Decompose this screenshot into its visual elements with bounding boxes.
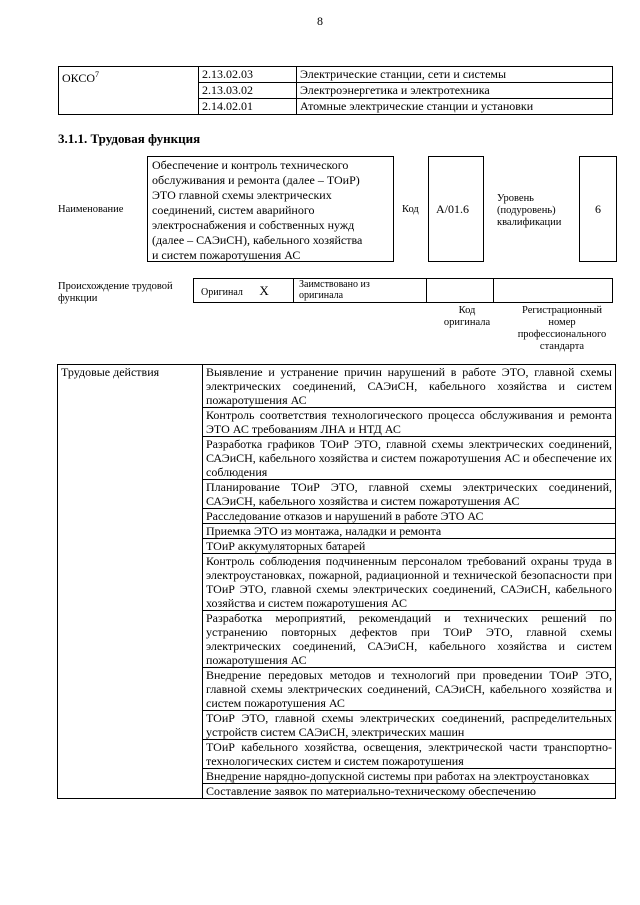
labor-actions-label: Трудовые действия (58, 365, 203, 799)
labor-action-item: Контроль соответствия технологического процесса обслуживания и ремонта ЭТО АС требованиям ЛНА и НТД АС (203, 408, 616, 437)
okso-label: ОКСО (62, 71, 96, 85)
table-row (194, 279, 613, 303)
labor-action-item: Выявление и устранение причин нарушений в работе ЭТО, главной схемы электрических соединений, САЭиСН, кабельного хозяйства и систем пожаротушения АС (203, 365, 616, 408)
borrowed-label-line: Заимствовано из (299, 279, 370, 290)
table-row (59, 67, 613, 83)
okso-title: Атомные электрические станции и установки (297, 99, 613, 115)
table-row (58, 365, 616, 408)
level-label-line: Уровень (497, 193, 534, 204)
labor-action-item: Разработка графиков ТОиР ЭТО, главной схемы электрических соединений, САЭиСН, кабельного хозяйства и систем пожаротушения АС и обеспечение их соблюдения (203, 437, 616, 480)
function-name-box (147, 156, 394, 262)
borrowed-label-line: оригинала (299, 290, 344, 301)
labor-actions-table (57, 364, 616, 799)
labor-action-item: Планирование ТОиР ЭТО, главной схемы электрических соединений, САЭиСН, кабельного хозяйства и систем пожаротушения АС (203, 480, 616, 509)
function-name-line: Обеспечение и контроль технического (152, 158, 349, 172)
reg-caption-line: профессионального (517, 329, 607, 340)
origin-table (193, 278, 613, 303)
reg-caption-line: Регистрационный (522, 305, 602, 316)
okso-footnote: 7 (95, 70, 100, 79)
original-mark: X (259, 282, 269, 298)
level-label (497, 193, 561, 229)
borrowed-cell (294, 279, 427, 303)
level-label-line: квалификации (497, 217, 562, 228)
origin-label-line: Происхождение трудовой (58, 281, 173, 292)
okso-table (58, 66, 613, 115)
okso-title: Электрические станции, сети и системы (297, 67, 613, 83)
labor-action-item: ТОиР аккумуляторных батарей (203, 539, 616, 554)
okso-code: 2.14.02.01 (199, 99, 297, 115)
labor-action-item: Разработка мероприятий, рекомендаций и технических решений по устранению повторных дефектов при ТОиР ЭТО, главной схемы электрических соединений, САЭиСН, кабельного хозяйства и систем пожаротушения АС (203, 611, 616, 668)
labor-action-item: Контроль соблюдения подчиненным персоналом требований охраны труда в электроустановках, пожарной, радиационной и технической безопасности при ТОиР ЭТО, главной схемы электрических соединений, САЭиСН, кабельного хозяйства и систем пожаротушения АС (203, 554, 616, 611)
reg-caption (506, 305, 618, 353)
function-name-line: (далее – САЭиСН), кабельного хозяйства (152, 233, 363, 247)
origin-label-line: функции (58, 293, 98, 304)
labor-action-item: Внедрение нарядно-допускной системы при работах на электроустановках (203, 769, 616, 784)
origin-label (58, 281, 173, 305)
labor-action-item: ТОиР ЭТО, главной схемы электрических соединений, распределительных устройств систем САЭиСН, электрических машин (203, 711, 616, 740)
labor-action-item: Внедрение передовых методов и технологий при проведении ТОиР ЭТО, главной схемы электрических соединений, САЭиСН, кабельного хозяйства и систем пожаротушения АС (203, 668, 616, 711)
level-label-line: (подуровень) (497, 205, 556, 216)
original-code-cell (427, 279, 494, 303)
code-label: Код (402, 204, 419, 215)
page-number: 8 (317, 14, 323, 28)
level-value: 6 (595, 202, 601, 216)
okso-title: Электроэнергетика и электротехника (297, 83, 613, 99)
reg-caption-line: номер (548, 317, 576, 328)
code-caption (428, 305, 506, 329)
labor-action-item: Приемка ЭТО из монтажа, наладки и ремонта (203, 524, 616, 539)
okso-code: 2.13.03.02 (199, 83, 297, 99)
section-title: 3.1.1. Трудовая функция (58, 131, 201, 146)
original-cell (194, 279, 294, 303)
reg-number-cell (494, 279, 613, 303)
okso-code: 2.13.02.03 (199, 67, 297, 83)
labor-action-item: Составление заявок по материально-техническому обеспечению (203, 784, 616, 799)
function-name-line: и систем пожаротушения АС (152, 248, 301, 262)
function-name-line: ЭТО главной схемы электрических (152, 188, 332, 202)
function-name-line: обслуживания и ремонта (далее – ТОиР) (152, 173, 360, 187)
original-label: Оригинал (201, 286, 243, 298)
labor-action-item: ТОиР кабельного хозяйства, освещения, электрической части транспортно-технологических систем и систем пожаротушения (203, 740, 616, 769)
function-name-line: соединений, систем аварийного (152, 203, 315, 217)
name-label: Наименование (58, 204, 124, 215)
code-caption-line: оригинала (443, 317, 491, 328)
okso-label-cell (59, 67, 199, 115)
function-name-line: электроснабжения и собственных нужд (152, 218, 355, 232)
labor-action-item: Расследование отказов и нарушений в работе ЭТО АС (203, 509, 616, 524)
code-value: А/01.6 (436, 202, 469, 216)
code-caption-line: Код (458, 305, 476, 316)
reg-caption-line: стандарта (539, 341, 585, 352)
